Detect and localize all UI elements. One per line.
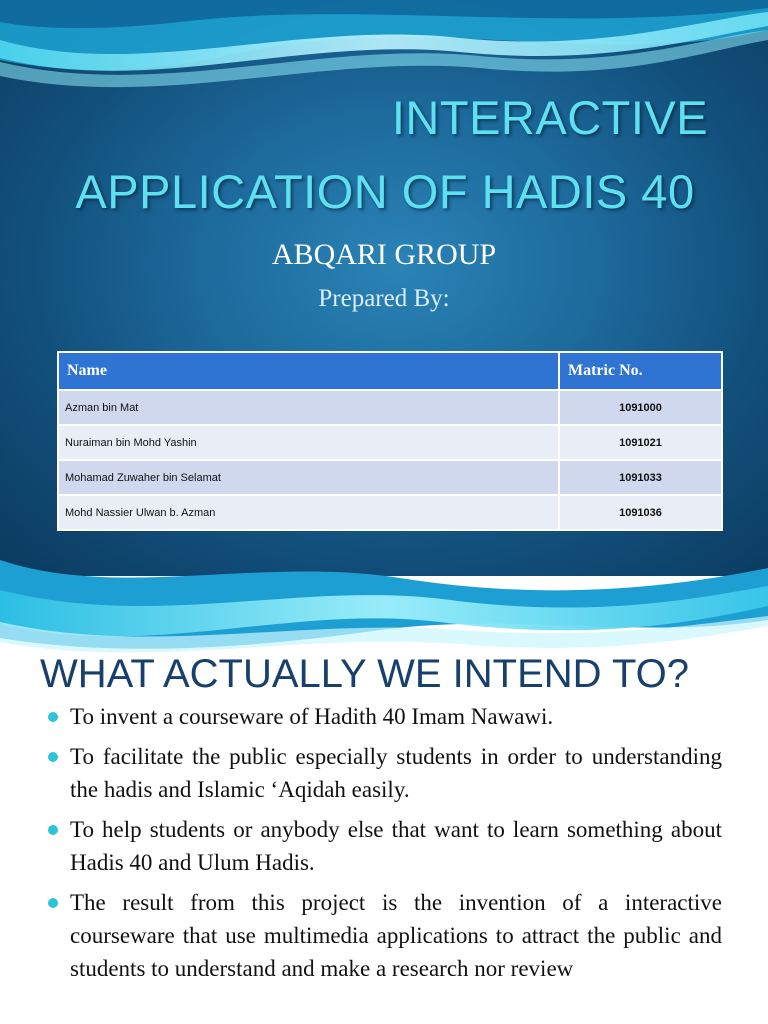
member-matric: 1091021 (559, 425, 722, 460)
member-matric: 1091033 (559, 460, 722, 495)
list-item-text: To facilitate the public especially students in order to understanding the hadis and Islamic ‘Aqidah easily. (70, 744, 722, 802)
member-name: Mohamad Zuwaher bin Selamat (58, 460, 559, 495)
bullet-icon (48, 898, 58, 908)
table-row (58, 495, 722, 530)
bullet-icon (48, 825, 58, 835)
list-item (46, 700, 722, 733)
member-matric: 1091000 (559, 390, 722, 425)
members-table (57, 351, 723, 531)
table-row (58, 460, 722, 495)
list-item (46, 813, 722, 879)
member-name: Azman bin Mat (58, 390, 559, 425)
member-matric: 1091036 (559, 495, 722, 530)
bottom-wave-decoration (0, 560, 768, 670)
column-header-matric: Matric No. (559, 352, 722, 390)
column-header-name: Name (58, 352, 559, 390)
bullet-icon (48, 712, 58, 722)
group-name: ABQARI GROUP (271, 238, 497, 271)
bullet-icon (48, 752, 58, 762)
slide-title-line-1: INTERACTIVE (391, 91, 709, 144)
table-header-row (58, 352, 722, 390)
table-row (58, 425, 722, 460)
list-item (46, 740, 722, 806)
list-item-text: The result from this project is the invention of a interactive courseware that use multimedia applications to attract the public and students to understand and make a research nor review (70, 890, 722, 981)
objectives-list (46, 700, 722, 992)
list-item (46, 886, 722, 985)
member-name: Mohd Nassier Ulwan b. Azman (58, 495, 559, 530)
member-name: Nuraiman bin Mohd Yashin (58, 425, 559, 460)
list-item-text: To invent a courseware of Hadith 40 Imam Nawawi. (70, 704, 554, 729)
list-item-text: To help students or anybody else that want to learn something about Hadis 40 and Ulum Hadis. (70, 817, 722, 875)
table-row (58, 390, 722, 425)
slide-title-line-2: APPLICATION OF HADIS 40 (75, 165, 695, 218)
prepared-by-label: Prepared By: (318, 285, 450, 312)
objectives-heading: WHAT ACTUALLY WE INTEND TO? (40, 652, 690, 696)
